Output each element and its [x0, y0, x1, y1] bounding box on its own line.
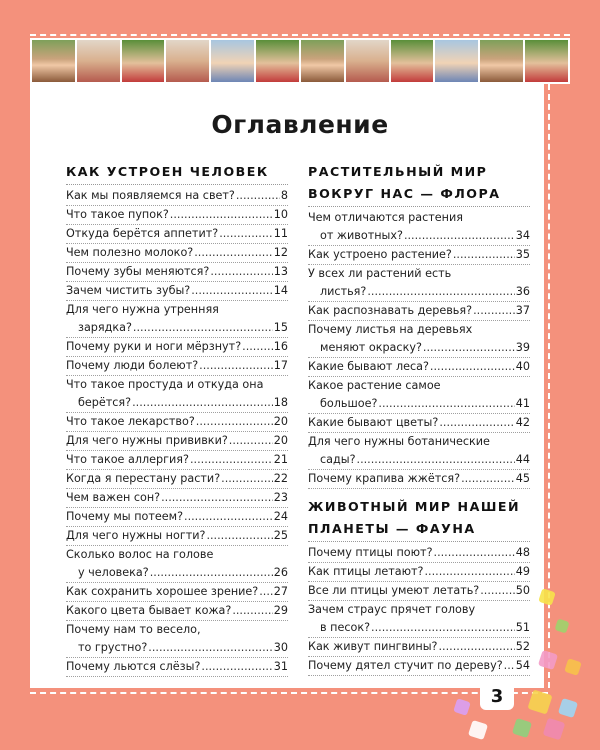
toc-entry[interactable] [66, 621, 288, 658]
dot-leader [367, 283, 514, 301]
confetti-square [543, 718, 566, 741]
toc-entry[interactable] [308, 321, 530, 358]
dashed-border-bottom [30, 692, 548, 694]
confetti-square [558, 698, 578, 718]
toc-entry-title: сады? [320, 453, 356, 466]
toc-entry[interactable] [66, 413, 288, 432]
toc-entry-page: 12 [273, 246, 288, 259]
toc-entry-page: 18 [273, 396, 288, 409]
toc-entry-title: Какие бывают цветы? [308, 416, 439, 429]
toc-entry-page: 51 [515, 621, 530, 634]
toc-entry-title: Сколько волос на голове [66, 548, 214, 561]
toc-entry-page: 22 [273, 472, 288, 485]
dot-leader [453, 246, 515, 264]
dot-leader [199, 357, 273, 375]
child-photo [32, 40, 75, 82]
toc-entry[interactable] [308, 470, 530, 489]
toc-entry-title: Для чего нужна утренняя [66, 303, 219, 316]
toc-entry-page: 39 [515, 341, 530, 354]
toc-entry-title: Что такое аллергия? [66, 453, 189, 466]
page-title: Оглавление [211, 110, 389, 139]
toc-entry-page: 31 [273, 660, 288, 673]
toc-entry-title: Почему нам то весело, [66, 623, 201, 636]
toc-entry[interactable] [308, 657, 530, 676]
toc-entry[interactable] [308, 563, 530, 582]
toc-entry-page: 20 [273, 415, 288, 428]
dot-leader [161, 489, 273, 507]
toc-entry-page: 42 [515, 416, 530, 429]
toc-entry-title: Для чего нужны ногти? [66, 529, 206, 542]
toc-entry-page: 35 [515, 248, 530, 261]
toc-left-column [66, 162, 288, 677]
toc-entry[interactable] [308, 377, 530, 414]
toc-entry-page: 27 [273, 585, 288, 598]
toc-entry[interactable] [308, 265, 530, 302]
toc-entry-title: зарядка? [78, 321, 132, 334]
toc-entry-page: 44 [515, 453, 530, 466]
toc-entry[interactable] [308, 302, 530, 321]
toc-entry[interactable] [66, 263, 288, 282]
toc-entry-title: Все ли птицы умеют летать? [308, 584, 480, 597]
toc-entry-title: то грустно? [78, 641, 148, 654]
toc-entry-page: 13 [273, 265, 288, 278]
dot-leader [504, 657, 515, 675]
toc-entry[interactable] [308, 414, 530, 433]
dot-leader [194, 244, 273, 262]
dot-leader [473, 302, 515, 320]
toc-entry[interactable] [66, 583, 288, 602]
dot-leader [461, 470, 515, 488]
toc-entry-title: Для чего нужны прививки? [66, 434, 228, 447]
toc-entry[interactable] [66, 508, 288, 527]
toc-entry-page: 14 [273, 284, 288, 297]
toc-entry-page: 49 [515, 565, 530, 578]
dot-leader [229, 432, 273, 450]
toc-entry-page: 50 [515, 584, 530, 597]
toc-entries-flora [308, 209, 530, 489]
toc-entry-page: 15 [273, 321, 288, 334]
dot-leader [219, 225, 273, 243]
toc-entries-fauna [308, 544, 530, 676]
toc-entry[interactable] [308, 433, 530, 470]
dot-leader [201, 658, 272, 676]
toc-entry-title: Зачем чистить зубы? [66, 284, 191, 297]
dot-leader [378, 395, 514, 413]
child-photo [435, 40, 478, 82]
toc-entry-page: 41 [515, 397, 530, 410]
toc-entry[interactable] [308, 209, 530, 246]
toc-right-column [308, 162, 530, 676]
section-heading-flora-line2: ВОКРУГ НАС — ФЛОРА [308, 184, 530, 207]
dot-leader [210, 263, 272, 281]
dot-leader [357, 451, 515, 469]
toc-entry[interactable] [66, 432, 288, 451]
toc-entry-title: Как сохранить хорошее зрение? [66, 585, 259, 598]
toc-entry[interactable] [308, 601, 530, 638]
toc-entry[interactable] [66, 301, 288, 338]
confetti-square [453, 698, 471, 716]
toc-entry[interactable] [66, 658, 288, 677]
toc-entry-title: Какое растение самое [308, 379, 441, 392]
section-heading-human: КАК УСТРОЕН ЧЕЛОВЕК [66, 162, 288, 185]
dot-leader [259, 583, 273, 601]
dot-leader [133, 319, 273, 337]
toc-entry-title: Почему руки и ноги мёрзнут? [66, 340, 242, 353]
confetti-square [527, 689, 552, 714]
dot-leader [206, 527, 272, 545]
child-photo [301, 40, 344, 82]
confetti-square [512, 718, 532, 738]
dot-leader [150, 564, 273, 582]
dot-leader [236, 187, 280, 205]
section-heading-fauna-line1: ЖИВОТНЫЙ МИР НАШЕЙ [308, 499, 521, 514]
child-photo [211, 40, 254, 82]
toc-entry-page: 8 [280, 189, 288, 202]
toc-entry-title: берётся? [78, 396, 132, 409]
toc-entries-human [66, 187, 288, 677]
toc-entry-title: от животных? [320, 229, 403, 242]
toc-entry[interactable] [66, 206, 288, 225]
section-heading-flora-line1: РАСТИТЕЛЬНЫЙ МИР [308, 164, 488, 179]
toc-entry[interactable] [308, 544, 530, 563]
toc-entry-title: Почему зубы меняются? [66, 265, 210, 278]
confetti-square [554, 618, 569, 633]
page-number: 3 [480, 682, 514, 710]
toc-entry-title: у человека? [78, 566, 149, 579]
dot-leader [190, 451, 273, 469]
toc-entry-title: Что такое лекарство? [66, 415, 195, 428]
toc-entry-title: листья? [320, 285, 367, 298]
toc-entry-page: 24 [273, 510, 288, 523]
toc-entry[interactable] [66, 244, 288, 263]
dot-leader [170, 206, 273, 224]
toc-entry-title: Почему листья на деревьях [308, 323, 473, 336]
child-photo [256, 40, 299, 82]
dot-leader [371, 619, 515, 637]
dot-leader [404, 227, 515, 245]
toc-entry-page: 11 [273, 227, 288, 240]
dot-leader [423, 339, 515, 357]
toc-entry-title: в песок? [320, 621, 371, 634]
toc-entry-title: Какого цвета бывает кожа? [66, 604, 232, 617]
toc-entry-title: Почему дятел стучит по дереву? [308, 659, 503, 672]
toc-entry-title: Зачем страус прячет голову [308, 603, 476, 616]
toc-entry-title: большое? [320, 397, 378, 410]
toc-entry-title: Как распознавать деревья? [308, 304, 473, 317]
toc-entry-title: меняют окраску? [320, 341, 422, 354]
toc-entry-title: Почему крапива жжётся? [308, 472, 461, 485]
dot-leader [430, 358, 515, 376]
dot-leader [425, 563, 515, 581]
section-heading-fauna-line2: ПЛАНЕТЫ — ФАУНА [308, 519, 530, 542]
toc-entry[interactable] [66, 282, 288, 301]
toc-entry[interactable] [66, 187, 288, 206]
toc-entry-page: 52 [515, 640, 530, 653]
toc-entry[interactable] [66, 225, 288, 244]
toc-entry-page: 34 [515, 229, 530, 242]
toc-entry-page: 45 [515, 472, 530, 485]
toc-entry-title: Как живут пингвины? [308, 640, 438, 653]
toc-entry-page: 17 [273, 359, 288, 372]
toc-entry[interactable] [66, 376, 288, 413]
dot-leader [242, 338, 273, 356]
dot-leader [434, 544, 515, 562]
toc-entry-title: У всех ли растений есть [308, 267, 452, 280]
dot-leader [132, 394, 273, 412]
toc-entry-title: Чем полезно молоко? [66, 246, 194, 259]
toc-entry[interactable] [308, 638, 530, 657]
toc-entry-page: 23 [273, 491, 288, 504]
toc-entry[interactable] [66, 602, 288, 621]
toc-entry-title: Чем отличаются растения [308, 211, 463, 224]
toc-entry-page: 37 [515, 304, 530, 317]
toc-entry-title: Чем важен сон? [66, 491, 161, 504]
child-photo [166, 40, 209, 82]
toc-entry[interactable] [66, 527, 288, 546]
toc-entry-title: Почему мы потеем? [66, 510, 184, 523]
toc-entry[interactable] [308, 582, 530, 601]
dot-leader [232, 602, 272, 620]
dot-leader [184, 508, 273, 526]
toc-entry-title: Что такое пупок? [66, 208, 169, 221]
toc-entry[interactable] [66, 489, 288, 508]
children-photo-strip [30, 38, 570, 84]
dot-leader [148, 639, 272, 657]
dot-leader [191, 282, 273, 300]
toc-entry[interactable] [66, 470, 288, 489]
toc-entry-title: Как устроено растение? [308, 248, 452, 261]
child-photo [77, 40, 120, 82]
toc-entry-title: Почему птицы поют? [308, 546, 433, 559]
dot-leader [196, 413, 273, 431]
toc-entry-title: Какие бывают леса? [308, 360, 429, 373]
toc-entry-page: 16 [273, 340, 288, 353]
toc-entry-title: Для чего нужны ботанические [308, 435, 490, 448]
toc-entry-title: Что такое простуда и откуда она [66, 378, 264, 391]
toc-entry-page: 48 [515, 546, 530, 559]
toc-entry-page: 40 [515, 360, 530, 373]
child-photo [391, 40, 434, 82]
dot-leader [439, 414, 514, 432]
toc-entry[interactable] [66, 338, 288, 357]
child-photo [122, 40, 165, 82]
dot-leader [221, 470, 273, 488]
toc-entry-title: Когда я перестану расти? [66, 472, 221, 485]
dot-leader [480, 582, 515, 600]
toc-entry-title: Откуда берётся аппетит? [66, 227, 219, 240]
child-photo [525, 40, 568, 82]
toc-entry[interactable] [66, 546, 288, 583]
toc-entry-page: 30 [273, 641, 288, 654]
dashed-border-top [30, 34, 570, 36]
toc-entry-page: 26 [273, 566, 288, 579]
toc-entry-page: 20 [273, 434, 288, 447]
toc-entry-title: Почему льются слёзы? [66, 660, 201, 673]
dot-leader [438, 638, 514, 656]
toc-entry-page: 54 [515, 659, 530, 672]
toc-entry[interactable] [66, 451, 288, 470]
toc-entry-title: Как мы появляемся на свет? [66, 189, 235, 202]
toc-entry-title: Почему люди болеют? [66, 359, 199, 372]
toc-entry-page: 25 [273, 529, 288, 542]
child-photo [480, 40, 523, 82]
confetti-square [468, 720, 488, 740]
toc-entry-page: 10 [273, 208, 288, 221]
toc-entry-page: 29 [273, 604, 288, 617]
toc-entry-title: Как птицы летают? [308, 565, 424, 578]
toc-entry[interactable] [66, 357, 288, 376]
child-photo [346, 40, 389, 82]
confetti-square [564, 658, 582, 676]
toc-entry[interactable] [308, 358, 530, 377]
toc-entry-page: 21 [273, 453, 288, 466]
toc-entry-page: 36 [515, 285, 530, 298]
toc-entry[interactable] [308, 246, 530, 265]
